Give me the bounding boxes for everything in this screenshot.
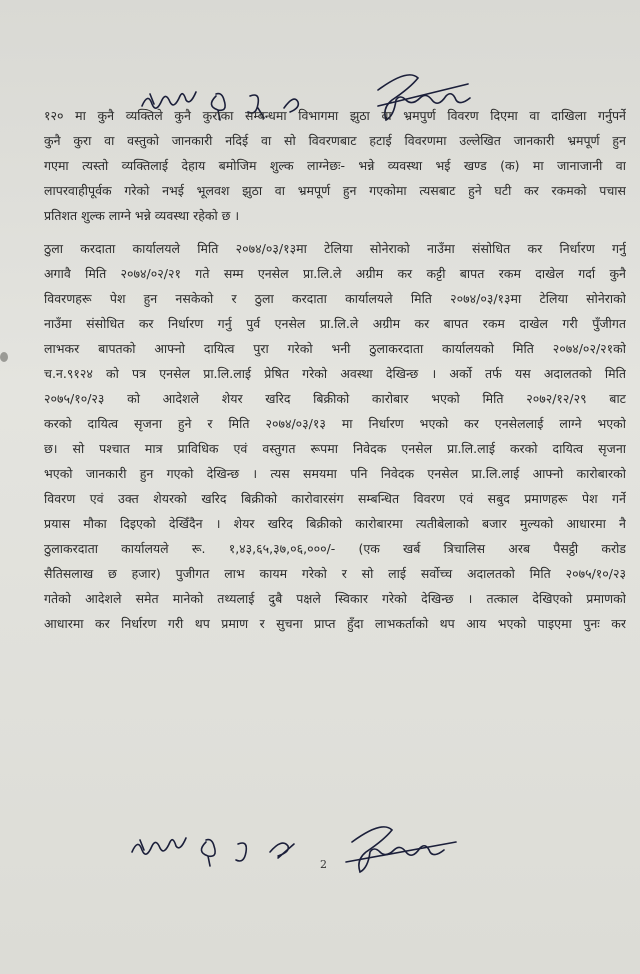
text-line: लाभकर बापतको आफ्नो दायित्व पुरा गरेको भनी ठुलाकरदाता कार्यालयको मिति २०७४/०२/२१को [44, 341, 626, 356]
text-line: गतेको आदेशले समेत मानेको तथ्यलाई दुबै पक्षले स्विकार गरेको देखिन्छ । तत्काल देखिएको प्रमाणको [44, 591, 626, 606]
text-line: लापरवाहीपूर्वक गरेको नभई भूलवश झुठा वा भ्रमपूर्ण हुन गएकोमा त्यसबाट हुने घटी कर रकमको पचास [44, 183, 626, 198]
text-line: २०७५/१०/२३ को आदेशले शेयर खरिद बिक्रीको कारोबार भएको मिति २०७२/१२/२९ बाट [44, 391, 626, 406]
text-line: भएको जानकारी हुन गएको देखिन्छ । त्यस समयमा पनि निवेदक एनसेल प्रा.लि.लाई आफ्नो कारोबारको [44, 466, 626, 481]
body-text [44, 108, 626, 641]
page-number: 2 [320, 858, 327, 871]
text-line: आधारमा कर निर्धारण गरी थप प्रमाण र सुचना प्राप्त हुँदा लाभकर्ताको थप आय भएको पाइएमा पुनः कर [44, 616, 626, 631]
text-line: ठुलाकरदाता कार्यालयले रू. १,४३,६५,३७,०६,०००/- (एक खर्ब त्रिचालिस अरब पैसट्ठी करोड [44, 541, 626, 556]
text-line: ठुला करदाता कार्यालयले मिति २०७४/०३/१३मा टेलिया सोनेराको नाउँमा संसोधित कर निर्धारण गर्नु [44, 241, 626, 256]
text-line: १२० मा कुनै व्यक्तिले कुनै कुराका सम्बन्धमा विभागमा झुठा वा भ्रमपुर्ण विवरण दिएमा वा दाखिला गर्नुपर्ने [44, 108, 626, 123]
text-line: प्रयास मौका दिइएको देखिँदैन । शेयर खरिद बिक्रीको कारोबारमा त्यतीबेलाको बजार मुल्यको आधारमा नै [44, 516, 626, 531]
text-line: गएमा त्यस्तो व्यक्तिलाई देहाय बमोजिम शुल्क लाग्नेछः- भन्ने व्यवस्था भई खण्ड (क) मा जानाजानी वा [44, 158, 626, 173]
text-line: विवरण एवं उक्त शेयरको खरिद बिक्रीको कारोवारसंग सम्बन्धित विवरण एवं सबुद प्रमाणहरू पेश गर्ने [44, 491, 626, 506]
binding-hole [0, 352, 8, 362]
text-line: कुनै कुरा वा वस्तुको जानकारी नदिई वा सो विवरणबाट हटाई विवरणमा उल्लेखित जानकारी भ्रमपूर्ण हुन [44, 133, 626, 148]
paragraph-gap [44, 233, 626, 241]
signature-marks [120, 818, 520, 888]
text-line: विवरणहरू पेश हुन नसकेको र ठुला करदाता कार्यालयले मिति २०७४/०३/१३मा टेलिया सोनेराको [44, 291, 626, 306]
text-line: करको दायित्व सृजना हुने र मिति २०७४/०३/१३ मा निर्धारण भएको कर एनसेललाई लाग्ने भएको [44, 416, 626, 431]
text-line: नाउँमा संसोधित कर निर्धारण गर्नु पुर्व एनसेल प्रा.लि.ले अग्रीम कर बापत रकम दाखेल गरी पुँजीगत [44, 316, 626, 331]
text-line: सैतिसलाख छ हजार) पुजीगत लाभ कायम गरेको र सो लाई सर्वोच्च अदालतको मिति २०७५/१०/२३ [44, 566, 626, 581]
text-line: च.न.९१२४ को पत्र एनसेल प्रा.लि.लाई प्रेषित गरेको अवस्था देखिन्छ । अर्को तर्फ यस अदालतको मिति [44, 366, 626, 381]
text-line: अगावै मिति २०७४/०२/२१ गते सम्म एनसेल प्रा.लि.ले अग्रीम कर कट्टी बापत रकम दाखेल गर्दा कुनै [44, 266, 626, 281]
text-line: छ। सो पश्चात मात्र प्राविधिक एवं वस्तुगत रूपमा निवेदक एनसेल प्रा.लि.लाई करको दायित्व सृजना [44, 441, 626, 456]
signatures-bottom [120, 818, 520, 888]
text-line: प्रतिशत शुल्क लाग्ने भन्ने व्यवस्था रहेको छ । [44, 208, 240, 223]
